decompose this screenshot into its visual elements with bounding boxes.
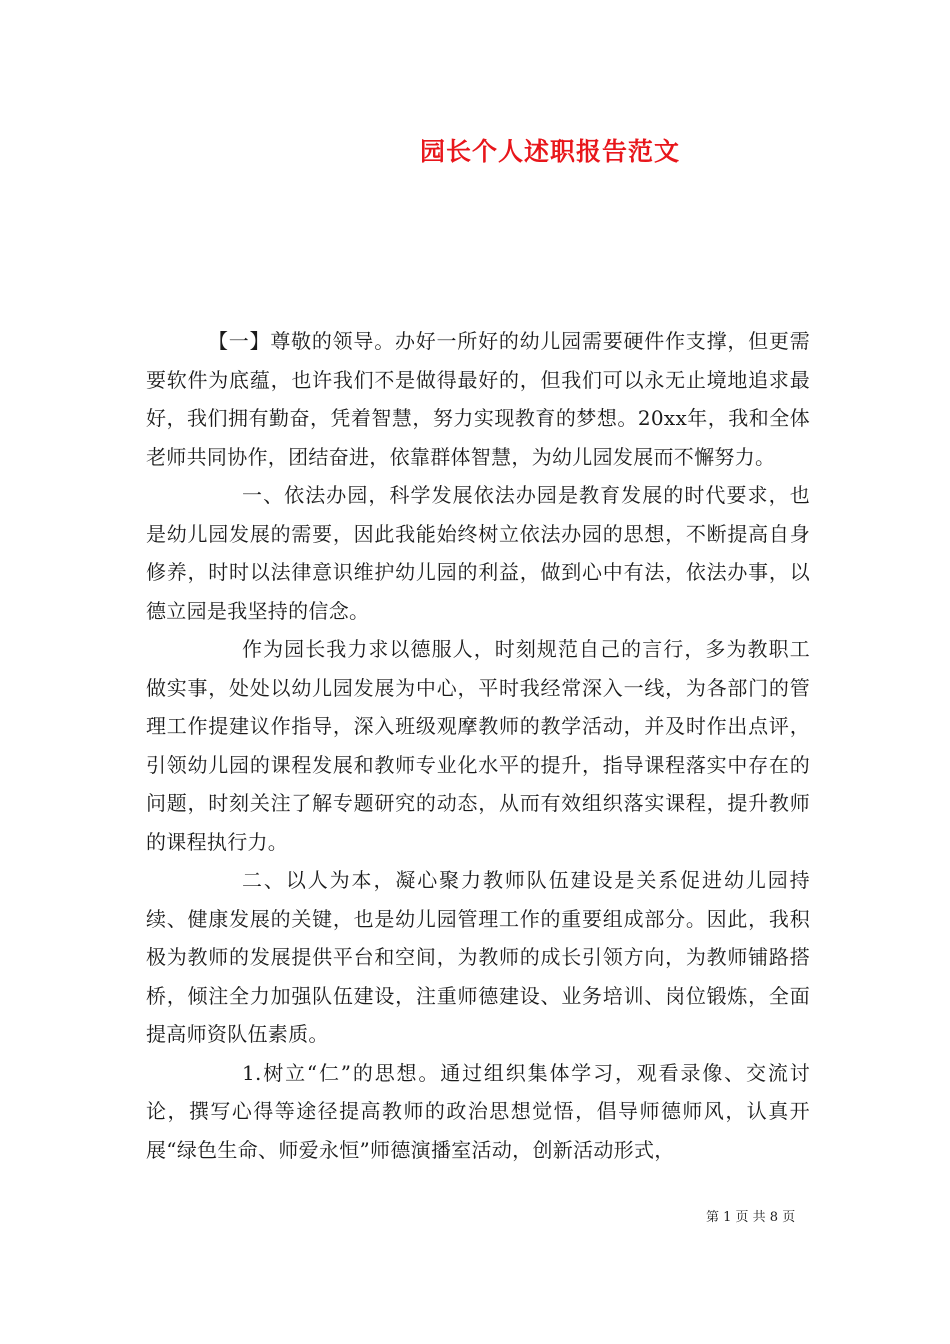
document-body bbox=[146, 322, 810, 1169]
paragraph-principal-role: 作为园长我力求以德服人，时刻规范自己的言行，多为教职工做实事，处处以幼儿园发展为中心，平时我经常深入一线，为各部门的管理工作提建议作指导，深入班级观摩教师的教学活动，并及时作出点评，引领幼儿园的课程发展和教师专业化水平的提升，指导课程落实中存在的问题，时刻关注了解专题研究的动态，从而有效组织落实课程，提升教师的课程执行力。 bbox=[146, 637, 810, 854]
paragraph-intro: 【一】尊敬的领导。办好一所好的幼儿园需要硬件作支撑，但更需要软件为底蕴，也许我们不是做得最好的，但我们可以永无止境地追求最好，我们拥有勤奋，凭着智慧，努力实现教育的梦想。20xx年，我和全体老师共同协作，团结奋进，依靠群体智慧，为幼儿园发展而不懈努力。 bbox=[146, 329, 810, 469]
page-number: 第 1 页 共 8 页 bbox=[706, 1210, 796, 1225]
paragraph-section-one: 一、依法办园，科学发展依法办园是教育发展的时代要求，也是幼儿园发展的需要，因此我能始终树立依法办园的思想，不断提高自身修养，时时以法律意识维护幼儿园的利益，做到心中有法，依法办事，以德立园是我坚持的信念。 bbox=[146, 483, 810, 623]
paragraph-section-two: 二、以人为本，凝心聚力教师队伍建设是关系促进幼儿园持续、健康发展的关键，也是幼儿园管理工作的重要组成部分。因此，我积极为教师的发展提供平台和空间，为教师的成长引领方向，为教师铺路搭桥，倾注全力加强队伍建设，注重师德建设、业务培训、岗位锻炼，全面提高师资队伍素质。 bbox=[146, 868, 810, 1046]
paragraph-item-one: 1.树立“仁”的思想。通过组织集体学习，观看录像、交流讨论，撰写心得等途径提高教师的政治思想觉悟，倡导师德师风，认真开展“绿色生命、师爱永恒”师德演播室活动，创新活动形式， bbox=[146, 1060, 810, 1162]
document-title: 园长个人述职报告范文 bbox=[419, 137, 680, 166]
